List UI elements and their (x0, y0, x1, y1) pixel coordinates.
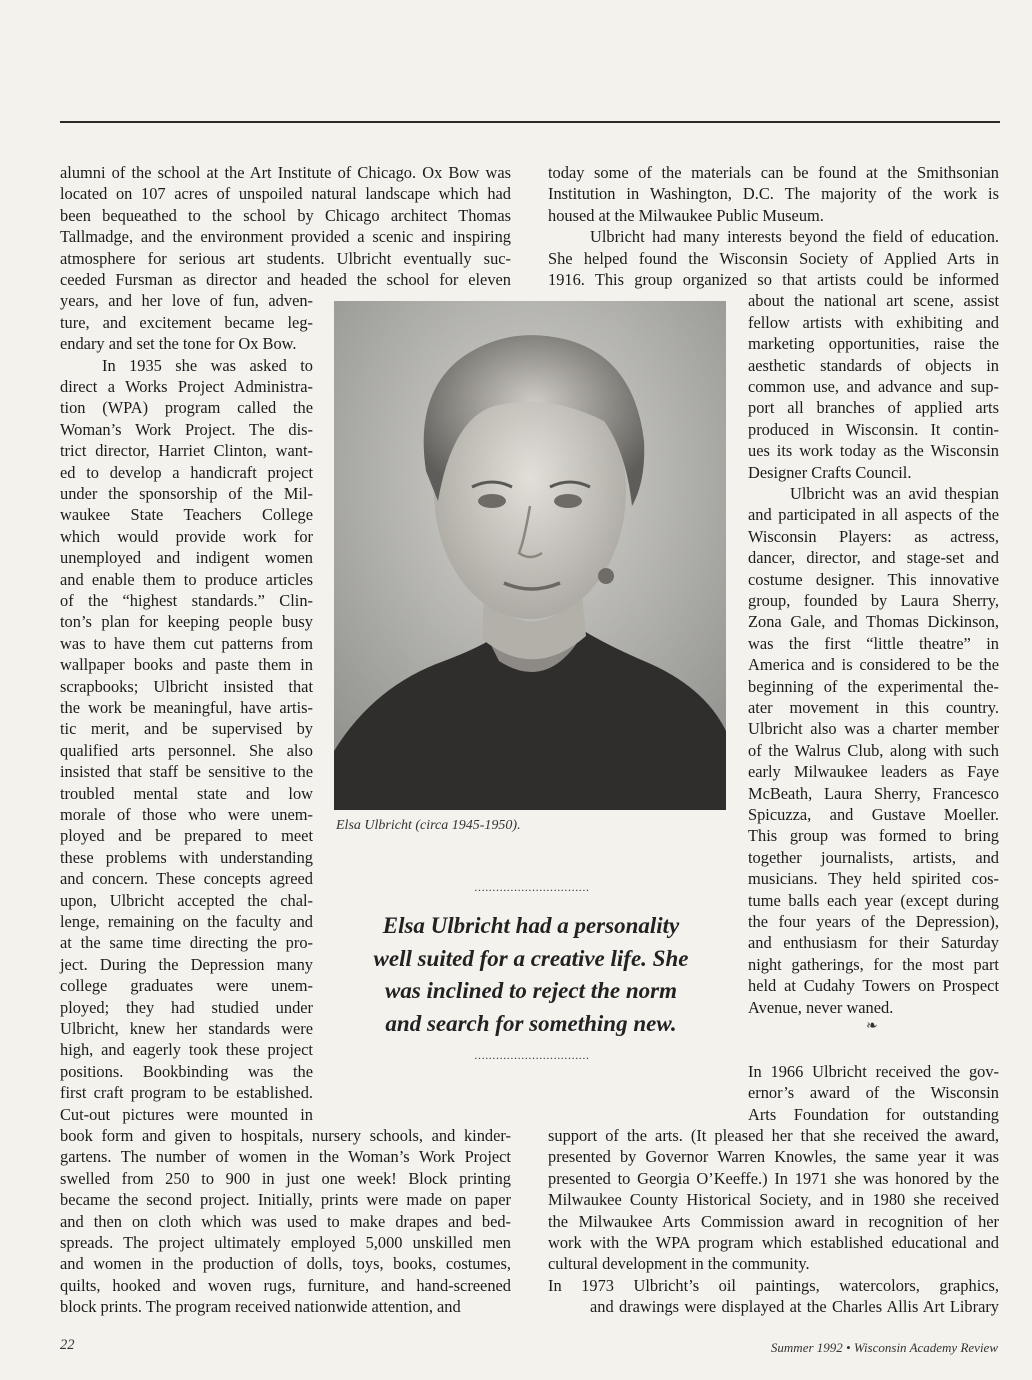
left-column-line: Ulbricht, knew her standards were (60, 1019, 313, 1038)
left-column-line: ployed; they had studied under (60, 997, 313, 1017)
left-column-line: alumni of the school at the Art Institute of Chicago. Ox Bow was (60, 163, 511, 182)
left-column-line: ed to develop a handicraft project (60, 462, 313, 482)
left-column-line: and women in the production of dolls, toys, books, costumes, (60, 1254, 511, 1274)
right-column-line: 1916. This group organized so that artists could be informed (548, 270, 999, 289)
right-column-line: the Milwaukee Arts Commission award in recognition of her (548, 1211, 999, 1231)
left-column-line: block prints. The program received nationwide attention, and (60, 1297, 461, 1317)
left-column-line: insisted that staff be sensitive to the (60, 762, 313, 782)
left-column-line: Woman’s Work Project. The dis- (60, 419, 313, 439)
right-column-line: ater movement in this country. (748, 698, 999, 717)
left-column-line: unemployed and indigent women (60, 548, 313, 568)
right-column-line: Arts Foundation for outstanding (748, 1104, 999, 1124)
right-column-line: presented by Governor Warren Knowles, the same year it was (548, 1147, 999, 1167)
left-column-line: tic merit, and be supervised by (60, 719, 313, 739)
left-column-line: swelled from 250 to 900 in just one week! Block printing (60, 1168, 511, 1188)
left-column-line: lenge, remaining on the faculty and (60, 912, 313, 931)
page-number: 22 (60, 1337, 75, 1353)
right-column-line: Ulbricht had many interests beyond the field of education. (590, 227, 999, 247)
pull-quote-bottom-dots: ................................ (474, 1048, 590, 1062)
left-column-line: ployed and be prepared to meet (60, 826, 313, 846)
right-column-line: group, founded by Laura Sherry, (748, 591, 999, 610)
right-column-line: cultural development in the community. (548, 1254, 810, 1274)
right-column-line: common use, and advance and sup- (748, 377, 999, 396)
left-column-line: ton’s plan for keeping people busy (60, 612, 313, 632)
left-column-line: upon, Ulbricht accepted the chal- (60, 890, 313, 910)
pull-quote-line: Elsa Ulbricht had a personality (382, 913, 680, 938)
left-column-line: located on 107 acres of unspoiled natural landscape which had (60, 184, 511, 204)
right-column-line: housed at the Milwaukee Public Museum. (548, 205, 824, 225)
left-column-line: In 1935 she was asked to (102, 355, 313, 375)
left-column-line: was to have them cut patterns from (60, 633, 313, 653)
left-column-line: ceeded Fursman as director and headed the school for eleven (60, 270, 511, 289)
left-column-line: spreads. The project ultimately employed 5,000 unskilled men (60, 1233, 511, 1252)
left-column-line: ject. During the Depression many (60, 954, 313, 974)
left-column-line: first craft program to be established. (60, 1083, 313, 1103)
left-column-line: Cut-out pictures were mounted in (60, 1104, 313, 1124)
left-column-line: scrapbooks; Ulbricht insisted that (60, 676, 313, 696)
right-column-line: She helped found the Wisconsin Society of Applied Arts in (548, 248, 999, 268)
right-column-line: Milwaukee County Historical Society, and in 1980 she received (548, 1190, 999, 1210)
left-column-line: direct a Works Project Administra- (60, 377, 313, 396)
right-column-line: early Milwaukee leaders as Faye (748, 762, 999, 782)
right-column-line: work with the WPA program which established educational and (548, 1233, 999, 1252)
right-column-line: about the national art scene, assist (748, 291, 999, 311)
pull-quote (336, 910, 726, 1040)
right-column-line: Avenue, never waned. (748, 997, 894, 1017)
right-column-line: costume designer. This innovative (748, 569, 999, 589)
portrait-illustration (334, 301, 726, 810)
left-column-line: qualified arts personnel. She also (60, 740, 313, 760)
pull-quote-top-dots: ................................ (474, 880, 590, 894)
left-column-line: endary and set the tone for Ox Bow. (60, 334, 297, 354)
pull-quote-line: was inclined to reject the norm (385, 978, 677, 1003)
right-column-line: Ulbricht also was a charter member (748, 719, 999, 739)
right-column-line: ernor’s award of the Wisconsin (748, 1083, 999, 1103)
left-column-line: years, and her love of fun, adven- (60, 291, 313, 311)
right-column-line: together journalists, artists, and (748, 847, 999, 867)
right-column-line: port all branches of applied arts (748, 398, 999, 418)
left-column-line: positions. Bookbinding was the (60, 1061, 313, 1081)
right-column-line: tume balls each year (except during (748, 890, 999, 910)
right-column-line: Designer Crafts Council. (748, 462, 912, 482)
right-column-line: In 1973 Ulbricht’s oil paintings, watercolors, graphics, (548, 1275, 999, 1295)
left-column-line: trict director, Harriet Clinton, want- (60, 441, 313, 461)
left-column-line: and concern. These concepts agreed (60, 869, 313, 889)
right-column-line: musicians. They held spirited cos- (748, 869, 999, 889)
right-column-line: of the Walrus Club, along with such (748, 740, 999, 760)
right-column-line: America and is considered to be the (748, 655, 999, 675)
right-column-line: today some of the materials can be found at the Smithsonian (548, 163, 999, 182)
left-column-line: tion (WPA) program called the (60, 398, 313, 418)
right-column-line: ues its work today as the Wisconsin (748, 441, 999, 461)
issue-footer: Summer 1992 • Wisconsin Academy Review (770, 1340, 998, 1355)
right-column-line: In 1966 Ulbricht received the gov- (748, 1061, 999, 1081)
left-column-line: the work be meaningful, have artis- (60, 698, 313, 717)
right-column-line: Ulbricht was an avid thespian (790, 484, 999, 503)
right-column-line: marketing opportunities, raise the (748, 334, 999, 354)
pull-quote-line: well suited for a creative life. She (373, 945, 689, 971)
left-column-line: and then on cloth which was used to make drapes and bed- (60, 1211, 511, 1231)
left-column-line: troubled mental state and low (60, 783, 313, 803)
left-column-line: atmosphere for serious art students. Ulbricht eventually suc- (60, 248, 511, 268)
portrait-photo (334, 301, 726, 810)
left-column-line: these problems with understanding (60, 847, 313, 867)
left-column-line: which would provide work for (60, 526, 313, 546)
right-column-line: McBeath, Laura Sherry, Francesco (748, 783, 999, 803)
photo-caption: Elsa Ulbricht (circa 1945-1950). (336, 818, 521, 833)
right-column-line: night gatherings, for the most part (748, 954, 999, 974)
right-column-line: Spicuzza, and Gustave Moeller. (748, 805, 999, 824)
right-column-line: held at Cudahy Towers on Prospect (748, 976, 999, 996)
right-column-line: was the first “little theatre” in (748, 633, 999, 653)
left-column-line: and enable them to produce articles (60, 569, 313, 589)
right-column-line: and participated in all aspects of the (748, 505, 999, 525)
section-ornament-icon: ❧ (866, 1019, 878, 1034)
left-column-line: morale of those who were unem- (60, 805, 313, 824)
left-column-line: of the “highest standards.” Clin- (60, 591, 313, 610)
left-column-line: gartens. The number of women in the Woman’s Work Project (60, 1147, 511, 1167)
left-column-line: quilts, hooked and woven rugs, furniture, and hand-screened (60, 1275, 511, 1295)
left-column-line: high, and eagerly took these project (60, 1040, 313, 1060)
right-column-line: Wisconsin Players: as actress, (748, 526, 999, 546)
right-column-line: dancer, director, and stage-set and (748, 548, 999, 568)
right-column-line: and drawings were displayed at the Charles Allis Art Library (590, 1297, 999, 1317)
left-column-line: ture, and excitement became leg- (60, 312, 313, 332)
right-column-line: Institution in Washington, D.C. The majority of the work is (548, 184, 999, 204)
left-column-line: book form and given to hospitals, nursery schools, and kinder- (60, 1126, 511, 1145)
left-column-line: wallpaper books and paste them in (60, 655, 313, 675)
left-column-line: Tallmadge, and the environment provided a scenic and inspiring (60, 227, 511, 247)
right-column-line: aesthetic standards of objects in (748, 355, 999, 375)
left-column-line: at the same time directing the pro- (60, 933, 313, 953)
right-column-line: and enthusiasm for their Saturday (748, 933, 999, 953)
right-column-line: This group was formed to bring (748, 826, 999, 846)
right-column-line: Zona Gale, and Thomas Dickinson, (748, 612, 999, 632)
right-column-line: presented to Georgia O’Keeffe.) In 1971 she was honored by the (548, 1168, 999, 1188)
header-rule (60, 121, 1000, 123)
left-column-line: waukee State Teachers College (60, 505, 313, 525)
right-column-line: support of the arts. (It pleased her that she received the award, (548, 1126, 999, 1145)
left-column-line: became the second project. Initially, prints were made on paper (60, 1190, 511, 1210)
left-column-line: under the sponsorship of the Mil- (60, 484, 313, 503)
right-column-line: the four years of the Depression), (748, 912, 999, 931)
right-column-line: produced in Wisconsin. It contin- (748, 419, 999, 439)
pull-quote-line: and search for something new. (385, 1010, 677, 1036)
left-column-line: been bequeathed to the school by Chicago architect Thomas (60, 205, 511, 225)
right-column-line: beginning of the experimental the- (748, 676, 999, 696)
left-column-line: college graduates were unem- (60, 976, 313, 996)
right-column-line: fellow artists with exhibiting and (748, 312, 999, 332)
